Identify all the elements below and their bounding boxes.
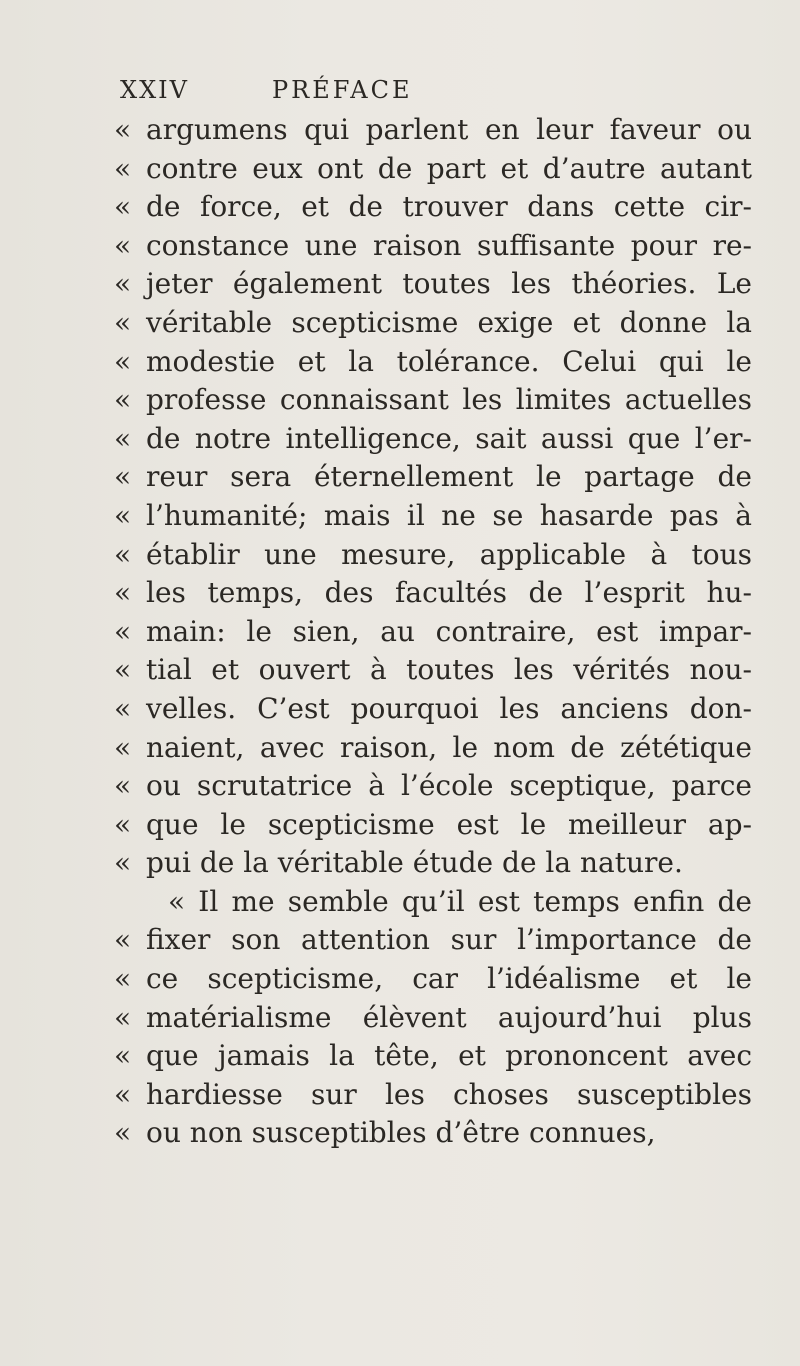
line-text: contre eux ont de part et d’autre autant <box>146 151 752 185</box>
line-text: « Il me semble qu’il est temps enfin de <box>168 884 752 918</box>
text-line <box>114 690 754 729</box>
text-line <box>114 999 754 1038</box>
line-text: établir une mesure, applicable à tous <box>146 537 752 571</box>
line-text: de notre intelligence, sait aussi que l’er- <box>146 421 752 455</box>
quote-mark: « <box>114 151 132 185</box>
text-line <box>114 1037 754 1076</box>
text-line <box>114 767 754 806</box>
quote-mark: « <box>114 730 132 764</box>
text-line <box>114 1114 754 1153</box>
line-text: l’humanité; mais il ne se hasarde pas à <box>146 498 752 532</box>
paragraph-first-line <box>114 883 754 922</box>
quote-mark: « <box>114 691 132 725</box>
line-text: que jamais la tête, et prononcent avec <box>146 1039 752 1073</box>
quote-mark: « <box>114 1116 132 1150</box>
quote-mark: « <box>114 1000 132 1034</box>
text-line <box>114 188 754 227</box>
text-line <box>114 844 754 883</box>
body-text <box>114 111 754 1153</box>
quote-mark: « <box>114 653 132 687</box>
quote-mark: « <box>114 383 132 417</box>
text-line <box>114 497 754 536</box>
page-number: XXIV <box>120 76 189 104</box>
line-text: modestie et la tolérance. Celui qui le <box>146 344 752 378</box>
line-text: tial et ouvert à toutes les vérités nou- <box>146 653 752 687</box>
line-text: fixer son attention sur l’importance de <box>146 923 752 957</box>
text-line <box>114 343 754 382</box>
quote-mark: « <box>114 498 132 532</box>
quote-mark: « <box>114 614 132 648</box>
quote-mark: « <box>114 807 132 841</box>
quote-mark: « <box>114 190 132 224</box>
text-line <box>114 613 754 652</box>
line-text: de force, et de trouver dans cette cir- <box>146 190 752 224</box>
line-text: reur sera éternellement le partage de <box>146 460 752 494</box>
line-text: les temps, des facultés de l’esprit hu- <box>146 576 752 610</box>
quote-mark: « <box>114 846 132 880</box>
quote-mark: « <box>114 460 132 494</box>
text-line <box>114 265 754 304</box>
running-head <box>120 76 680 112</box>
quote-mark: « <box>114 923 132 957</box>
running-title: PRÉFACE <box>272 76 413 104</box>
quote-mark: « <box>114 576 132 610</box>
quote-mark: « <box>114 113 132 146</box>
text-line <box>114 227 754 266</box>
quote-mark: « <box>114 962 132 996</box>
text-line <box>114 651 754 690</box>
text-line <box>114 960 754 999</box>
text-line <box>114 150 754 189</box>
line-text: ou non susceptibles d’être connues, <box>146 1116 656 1150</box>
line-text: naient, avec raison, le nom de zététique <box>146 730 752 764</box>
line-text: main: le sien, au contraire, est impar- <box>146 614 752 648</box>
text-line <box>114 381 754 420</box>
line-text: jeter également toutes les théories. Le <box>146 267 752 301</box>
line-text: velles. C’est pourquoi les anciens don- <box>146 691 752 725</box>
text-line <box>114 574 754 613</box>
line-text: ce scepticisme, car l’idéalisme et le <box>146 962 752 996</box>
quote-mark: « <box>114 1077 132 1111</box>
line-text: véritable scepticisme exige et donne la <box>146 305 752 339</box>
quote-mark: « <box>114 344 132 378</box>
text-line <box>114 1076 754 1115</box>
text-line <box>114 536 754 575</box>
quote-mark: « <box>114 228 132 262</box>
line-text: matérialisme élèvent aujourd’hui plus <box>146 1000 752 1034</box>
text-line <box>114 729 754 768</box>
text-line <box>114 111 754 150</box>
quote-mark: « <box>114 769 132 803</box>
quote-mark: « <box>114 1039 132 1073</box>
text-line <box>114 458 754 497</box>
line-text: professe connaissant les limites actuelles <box>146 383 752 417</box>
text-line <box>114 420 754 459</box>
text-line <box>114 806 754 845</box>
quote-mark: « <box>114 305 132 339</box>
text-line <box>114 921 754 960</box>
quote-mark: « <box>114 537 132 571</box>
line-text: hardiesse sur les choses susceptibles <box>146 1077 752 1111</box>
quote-mark: « <box>114 267 132 301</box>
line-text: argumens qui parlent en leur faveur ou <box>146 113 752 146</box>
quote-mark: « <box>114 421 132 455</box>
line-text: que le scepticisme est le meilleur ap- <box>146 807 752 841</box>
line-text: pui de la véritable étude de la nature. <box>146 846 683 880</box>
text-line <box>114 304 754 343</box>
line-text: ou scrutatrice à l’école sceptique, parce <box>146 769 752 803</box>
line-text: constance une raison suffisante pour re- <box>146 228 752 262</box>
